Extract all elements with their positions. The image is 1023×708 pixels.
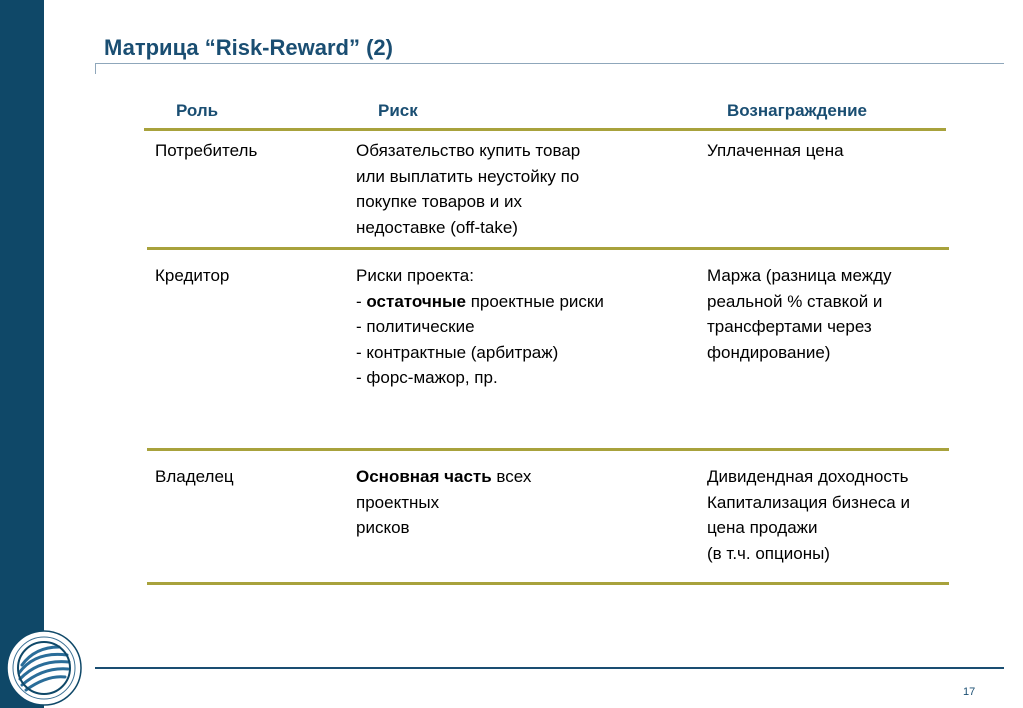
reward-line: реальной % ставкой и [707,291,883,311]
reward-line: Дивидендная доходность [707,467,909,486]
row-rule [147,582,949,585]
risk-line: проектных [356,492,440,512]
risk-line: Риски проекта: [356,266,474,285]
reward-line: Маржа (разница между [707,266,892,285]
risk-line: - контрактные (арбитраж) [356,342,559,362]
risk-line [356,464,531,490]
sidebar-band [0,0,44,708]
reward-line: фондирование) [707,342,831,362]
risk-dash: - [356,291,367,311]
slide-title: Матрица “Risk-Reward” (2) [104,35,393,60]
reward-line: Уплаченная цена [707,141,844,160]
header-reward: Вознаграждение [727,101,868,120]
risk-rest: проектные риски [465,291,604,311]
reward-line: (в т.ч. опционы) [707,543,830,563]
row-risk-creditor [356,263,604,391]
reward-line: цена продажи [707,518,818,537]
title-divider-tick [95,63,96,74]
risk-line: - форс-мажор, пр. [356,368,498,387]
title-divider [95,63,1004,64]
risk-rest: всех [491,467,532,486]
risk-line: Обязательство купить товар [356,141,581,160]
risk-line [356,289,604,315]
risk-line: - политические [356,317,475,336]
risk-line: или выплатить неустойку по [356,166,580,186]
row-role-creditor: Кредитор [155,266,230,285]
risk-line: рисков [356,518,410,537]
header-rule [144,128,946,131]
reward-line: трансфертами через [707,317,872,336]
header-risk: Риск [378,101,418,120]
risk-line: недоставке (off-take) [356,217,518,237]
row-reward-owner [707,464,910,566]
header-role: Роль [176,101,219,120]
risk-emphasis: остаточные [366,291,466,311]
risk-line: покупке товаров и их [356,192,523,211]
row-reward-consumer [707,138,844,164]
footer-divider [95,667,1004,669]
row-role-owner: Владелец [155,467,234,486]
row-reward-creditor [707,263,892,365]
page-number: 17 [963,686,976,698]
globe-logo-icon [5,629,83,707]
row-rule [147,247,949,250]
row-risk-owner [356,464,531,541]
risk-emphasis: Основная часть [356,467,492,486]
row-risk-consumer [356,138,580,240]
reward-line: Капитализация бизнеса и [707,492,910,512]
row-role-consumer: Потребитель [155,141,258,160]
row-rule [147,448,949,451]
